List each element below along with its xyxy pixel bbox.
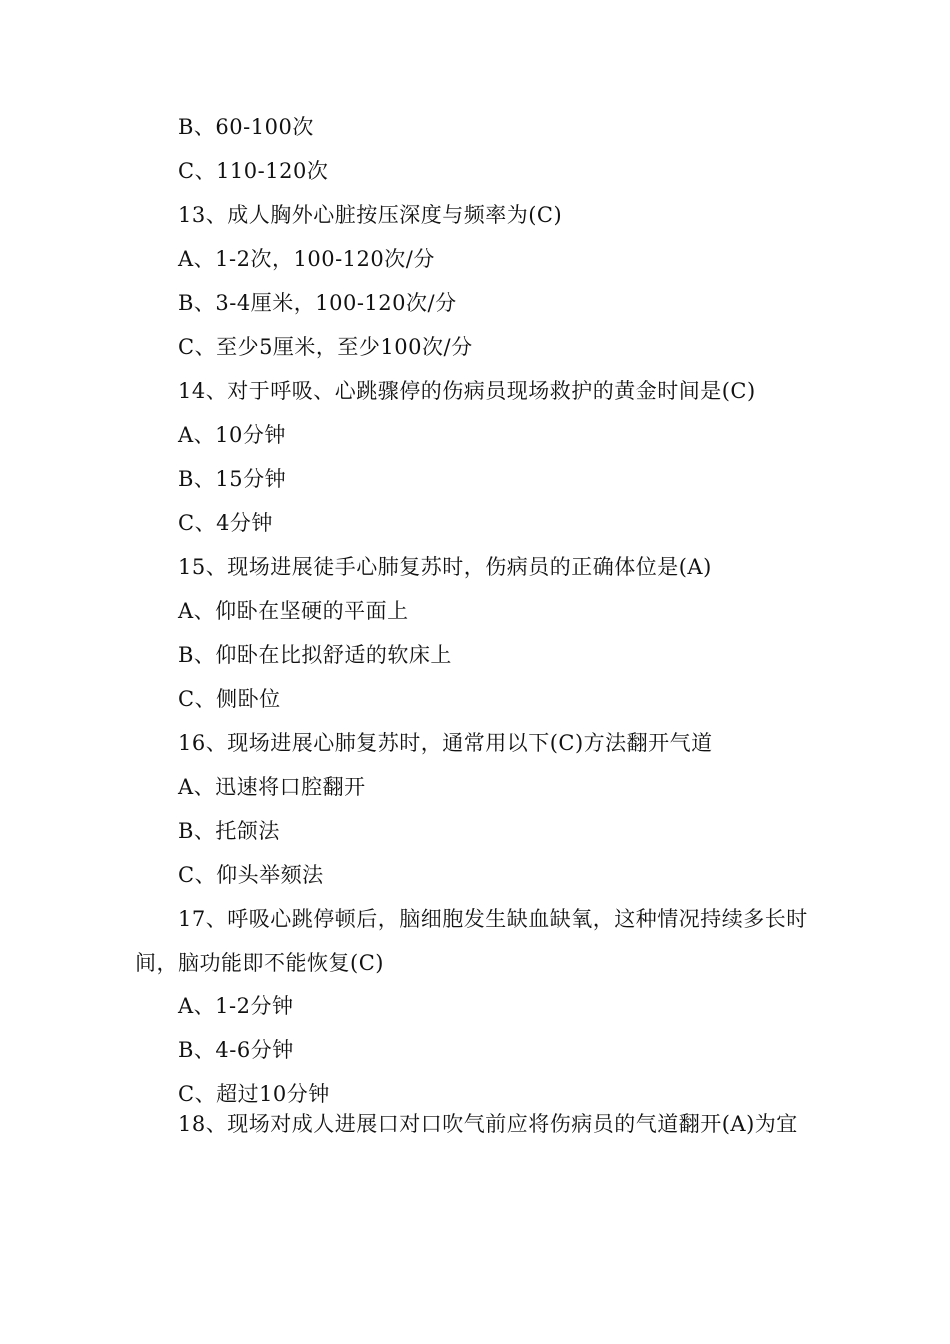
option-line: B、3-4厘米，100-120次/分 [178,291,457,315]
option-line: A、1-2分钟 [178,994,294,1018]
option-line: B、4-6分钟 [178,1038,294,1062]
option-line: A、仰卧在坚硬的平面上 [178,599,409,623]
question-13: 13、成人胸外心脏按压深度与频率为(C) [178,203,563,227]
option-line: C、110-120次 [178,159,329,183]
question-18: 18、现场对成人进展口对口吹气前应将伤病员的气道翻开(A)为宜 [178,1112,798,1136]
option-line: C、至少5厘米，至少100次/分 [178,335,473,359]
option-line: A、迅速将口腔翻开 [178,775,366,799]
option-line: C、侧卧位 [178,687,281,711]
option-line: C、4分钟 [178,511,273,535]
option-line: C、超过10分钟 [178,1082,330,1106]
option-line: B、15分钟 [178,467,287,491]
option-line: B、60-100次 [178,115,314,139]
option-line: B、仰卧在比拟舒适的软床上 [178,643,452,667]
option-line: A、1-2次，100-120次/分 [178,247,435,271]
question-15: 15、现场进展徒手心肺复苏时，伤病员的正确体位是(A) [178,555,712,579]
option-line: C、仰头举颏法 [178,863,324,887]
question-14: 14、对于呼吸、心跳骤停的伤病员现场救护的黄金时间是(C) [178,379,756,403]
question-16: 16、现场进展心肺复苏时，通常用以下(C)方法翻开气道 [178,731,713,755]
option-line: A、10分钟 [178,423,286,447]
question-17: 17、呼吸心跳停顿后，脑细胞发生缺血缺氧，这种情况持续多长时间，脑功能即不能恢复(C) [135,907,808,975]
option-line: B、托颌法 [178,819,280,843]
